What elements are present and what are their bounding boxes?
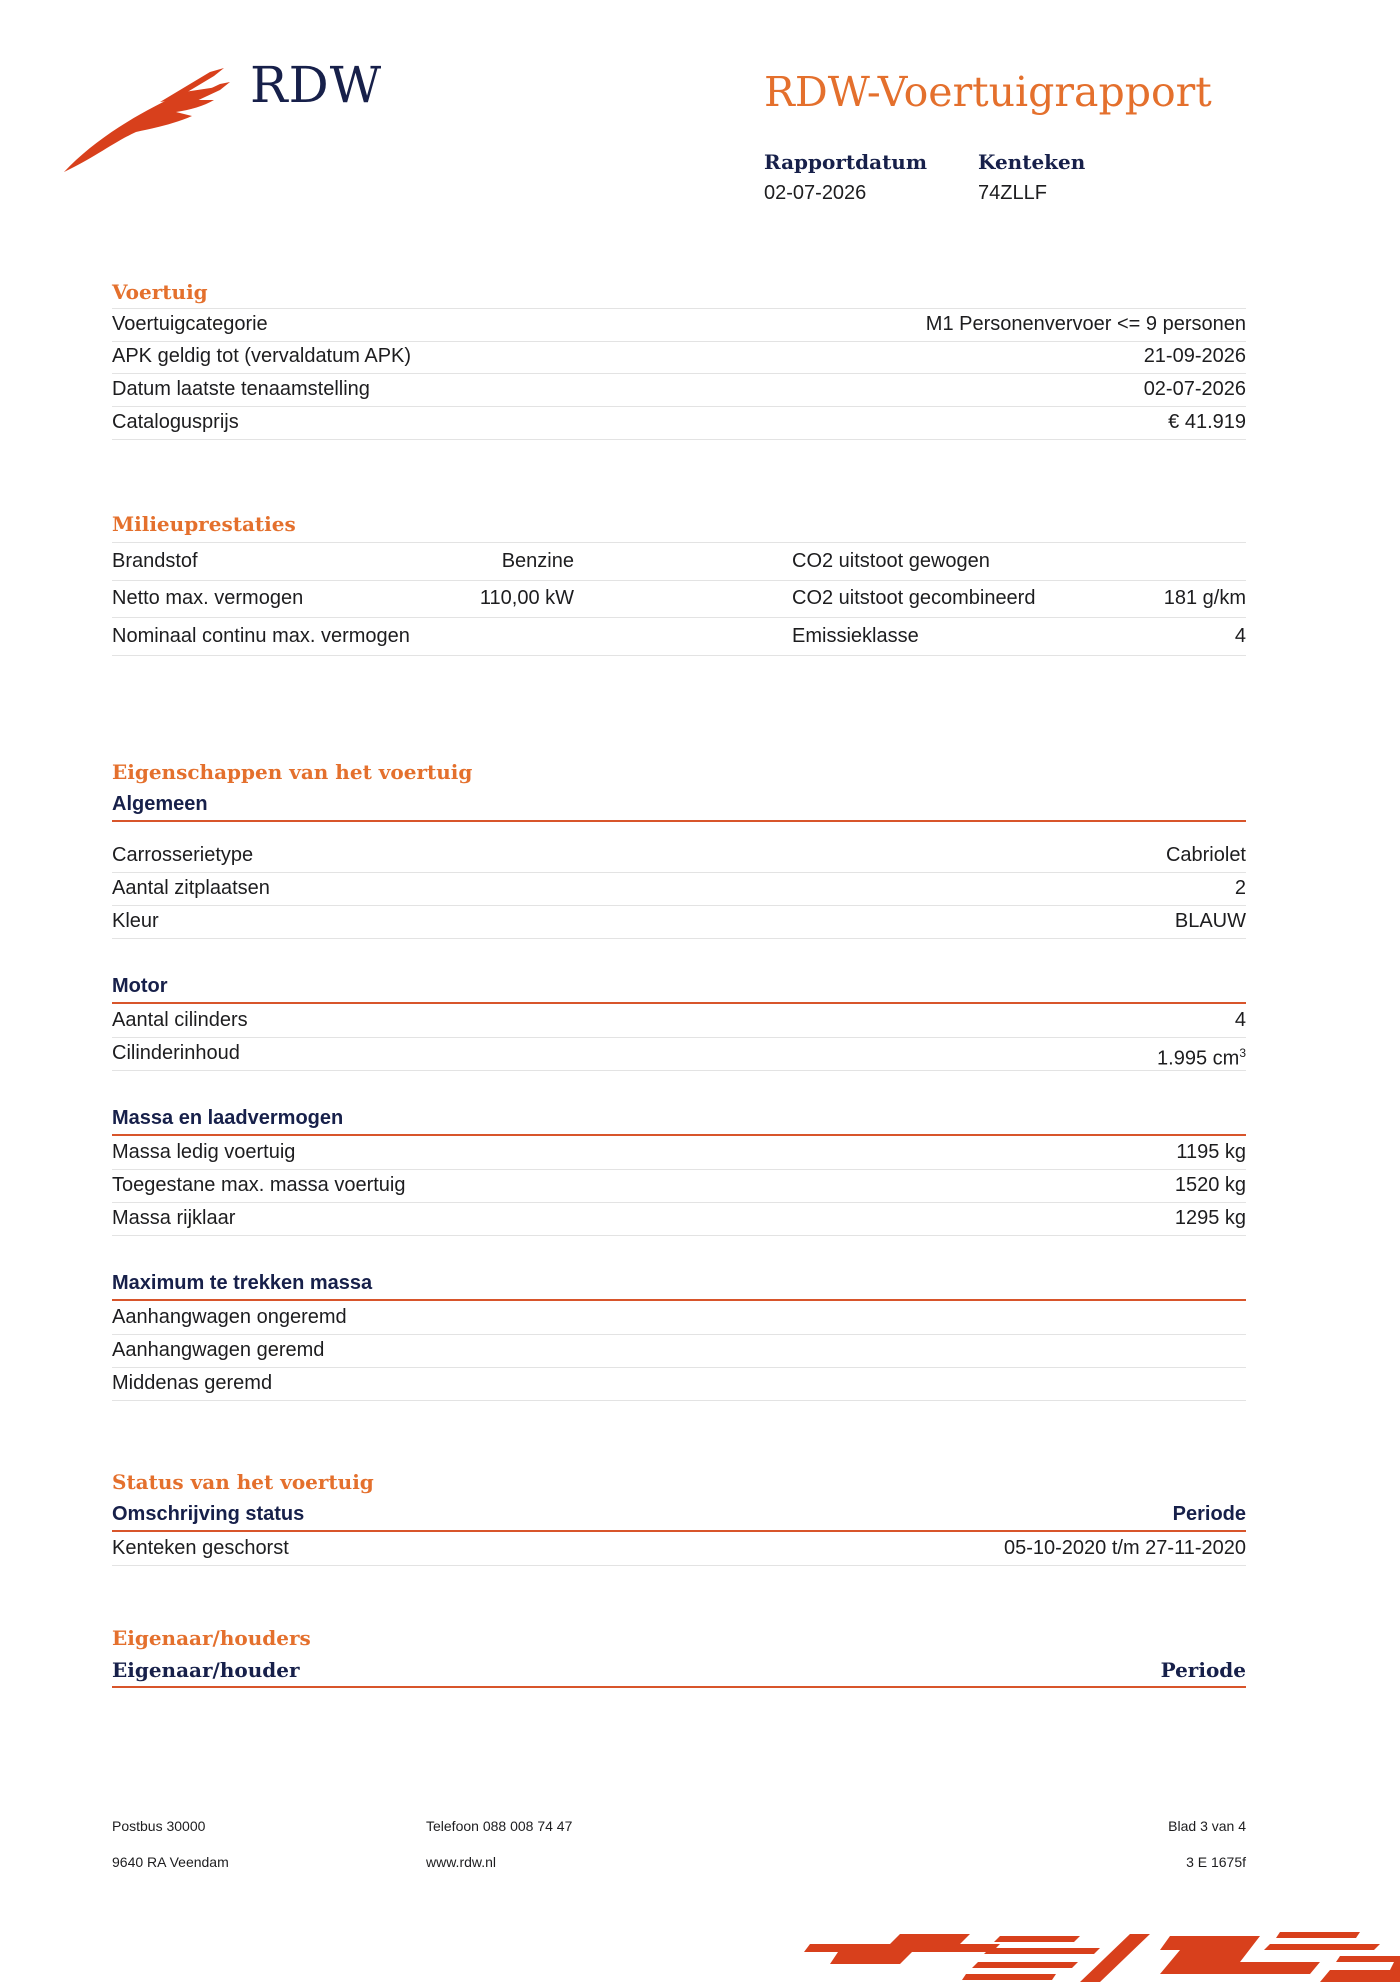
row-label: CO2 uitstoot gewogen — [792, 550, 990, 572]
section-title-eigenaar: Eigenaar/houders — [112, 1626, 311, 1650]
subsection-label: Massa en laadvermogen — [112, 1107, 344, 1129]
report-title: RDW-Voertuigrapport — [764, 68, 1212, 116]
subsection-title-massa — [112, 1106, 1246, 1136]
section-title-milieu: Milieuprestaties — [112, 512, 296, 536]
row-value-wrapper — [1157, 1038, 1246, 1074]
row-value: 4 — [1234, 1009, 1246, 1031]
table-row — [112, 873, 1246, 906]
row-label: Voertuigcategorie — [112, 313, 268, 335]
subsection-title-motor — [112, 974, 1246, 1004]
row-label: Toegestane max. massa voertuig — [112, 1174, 406, 1196]
report-date-value: 02-07-2026 — [764, 182, 867, 204]
subsection-title-algemeen — [112, 792, 1246, 822]
table-row — [112, 1368, 1246, 1401]
row-label: Emissieklasse — [792, 625, 919, 647]
row-value: 21-09-2026 — [1143, 345, 1246, 367]
row-label: CO2 uitstoot gecombineerd — [792, 587, 1036, 609]
row-value: 2 — [1234, 877, 1246, 899]
plate-value: 74ZLLF — [978, 182, 1047, 204]
column-header: Omschrijving status — [112, 1503, 305, 1525]
table-row — [112, 1302, 1246, 1335]
row-value: Cabriolet — [1165, 844, 1246, 866]
footer-phone: Telefoon 088 008 74 47 — [426, 1818, 573, 1834]
superscript: 3 — [1239, 1046, 1246, 1060]
row-value: 181 g/km — [1163, 587, 1246, 609]
row-label: Middenas geremd — [112, 1372, 273, 1394]
row-label: Netto max. vermogen — [112, 587, 304, 609]
table-row — [112, 840, 1246, 873]
column-header: Periode — [1172, 1503, 1246, 1525]
section-title-voertuig: Voertuig — [112, 280, 208, 304]
section-title-status: Status van het voertuig — [112, 1470, 374, 1494]
row-value: 4 — [1234, 625, 1246, 647]
row-label: Nominaal continu max. vermogen — [112, 625, 410, 647]
row-label: Datum laatste tenaamstelling — [112, 378, 370, 400]
row-label: Kenteken geschorst — [112, 1537, 289, 1559]
row-value: 1195 kg — [1176, 1141, 1246, 1163]
row-label: Catalogusprijs — [112, 411, 239, 433]
table-row — [112, 1170, 1246, 1203]
table-row — [112, 580, 1246, 618]
rdw-logo-icon — [64, 62, 234, 174]
status-table-header — [112, 1502, 1246, 1532]
row-value: M1 Personenvervoer <= 9 personen — [925, 313, 1246, 335]
row-label: Aanhangwagen ongeremd — [112, 1306, 347, 1328]
table-row — [112, 618, 1246, 656]
row-value: 1.995 cm — [1157, 1047, 1240, 1070]
footer-document-code: 3 E 1675f — [1186, 1854, 1246, 1870]
row-label: Kleur — [112, 910, 159, 932]
table-row — [112, 1533, 1246, 1566]
subsection-label: Maximum te trekken massa — [112, 1272, 373, 1294]
row-label: APK geldig tot (vervaldatum APK) — [112, 345, 412, 367]
row-value: 110,00 kW — [479, 587, 574, 609]
column-header: Periode — [1160, 1658, 1246, 1682]
table-row — [112, 341, 1246, 374]
footer-website-link[interactable]: www.rdw.nl — [426, 1854, 497, 1870]
row-label: Cilinderinhoud — [112, 1042, 240, 1064]
row-value: € 41.919 — [1168, 411, 1246, 433]
row-label: Aantal zitplaatsen — [112, 877, 270, 899]
row-value: 02-07-2026 — [1143, 378, 1246, 400]
row-label: Aanhangwagen geremd — [112, 1339, 325, 1361]
row-value: 05-10-2020 t/m 27-11-2020 — [1003, 1537, 1246, 1559]
row-label: Carrosserietype — [112, 844, 254, 866]
column-header: Eigenaar/houder — [112, 1658, 300, 1682]
table-row — [112, 1335, 1246, 1368]
table-row — [112, 906, 1246, 939]
plate-label: Kenteken — [978, 150, 1086, 174]
logo-text: RDW — [250, 56, 383, 114]
footer-address-2: 9640 RA Veendam — [112, 1854, 229, 1870]
table-row — [112, 542, 1246, 581]
table-row — [112, 407, 1246, 440]
table-row — [112, 1005, 1246, 1038]
footer-page-number: Blad 3 van 4 — [1168, 1818, 1246, 1834]
row-label: Massa rijklaar — [112, 1207, 236, 1229]
table-row — [112, 1038, 1246, 1071]
row-label: Brandstof — [112, 550, 198, 572]
footer-address-1: Postbus 30000 — [112, 1818, 206, 1834]
eigenaar-table-header — [112, 1658, 1246, 1688]
row-value: 1295 kg — [1174, 1207, 1246, 1229]
table-row — [112, 308, 1246, 342]
row-value: 1520 kg — [1174, 1174, 1246, 1196]
row-value: Benzine — [501, 550, 574, 572]
speed-stripes-icon — [800, 1922, 1400, 1982]
row-label: Aantal cilinders — [112, 1009, 248, 1031]
report-date-label: Rapportdatum — [764, 150, 928, 174]
subsection-label: Algemeen — [112, 793, 208, 815]
row-value: BLAUW — [1174, 910, 1246, 932]
table-row — [112, 1137, 1246, 1170]
subsection-label: Motor — [112, 975, 168, 997]
section-title-eigenschappen: Eigenschappen van het voertuig — [112, 760, 473, 784]
subsection-title-trekken — [112, 1271, 1246, 1301]
table-row — [112, 1203, 1246, 1236]
table-row — [112, 374, 1246, 407]
row-label: Massa ledig voertuig — [112, 1141, 296, 1163]
